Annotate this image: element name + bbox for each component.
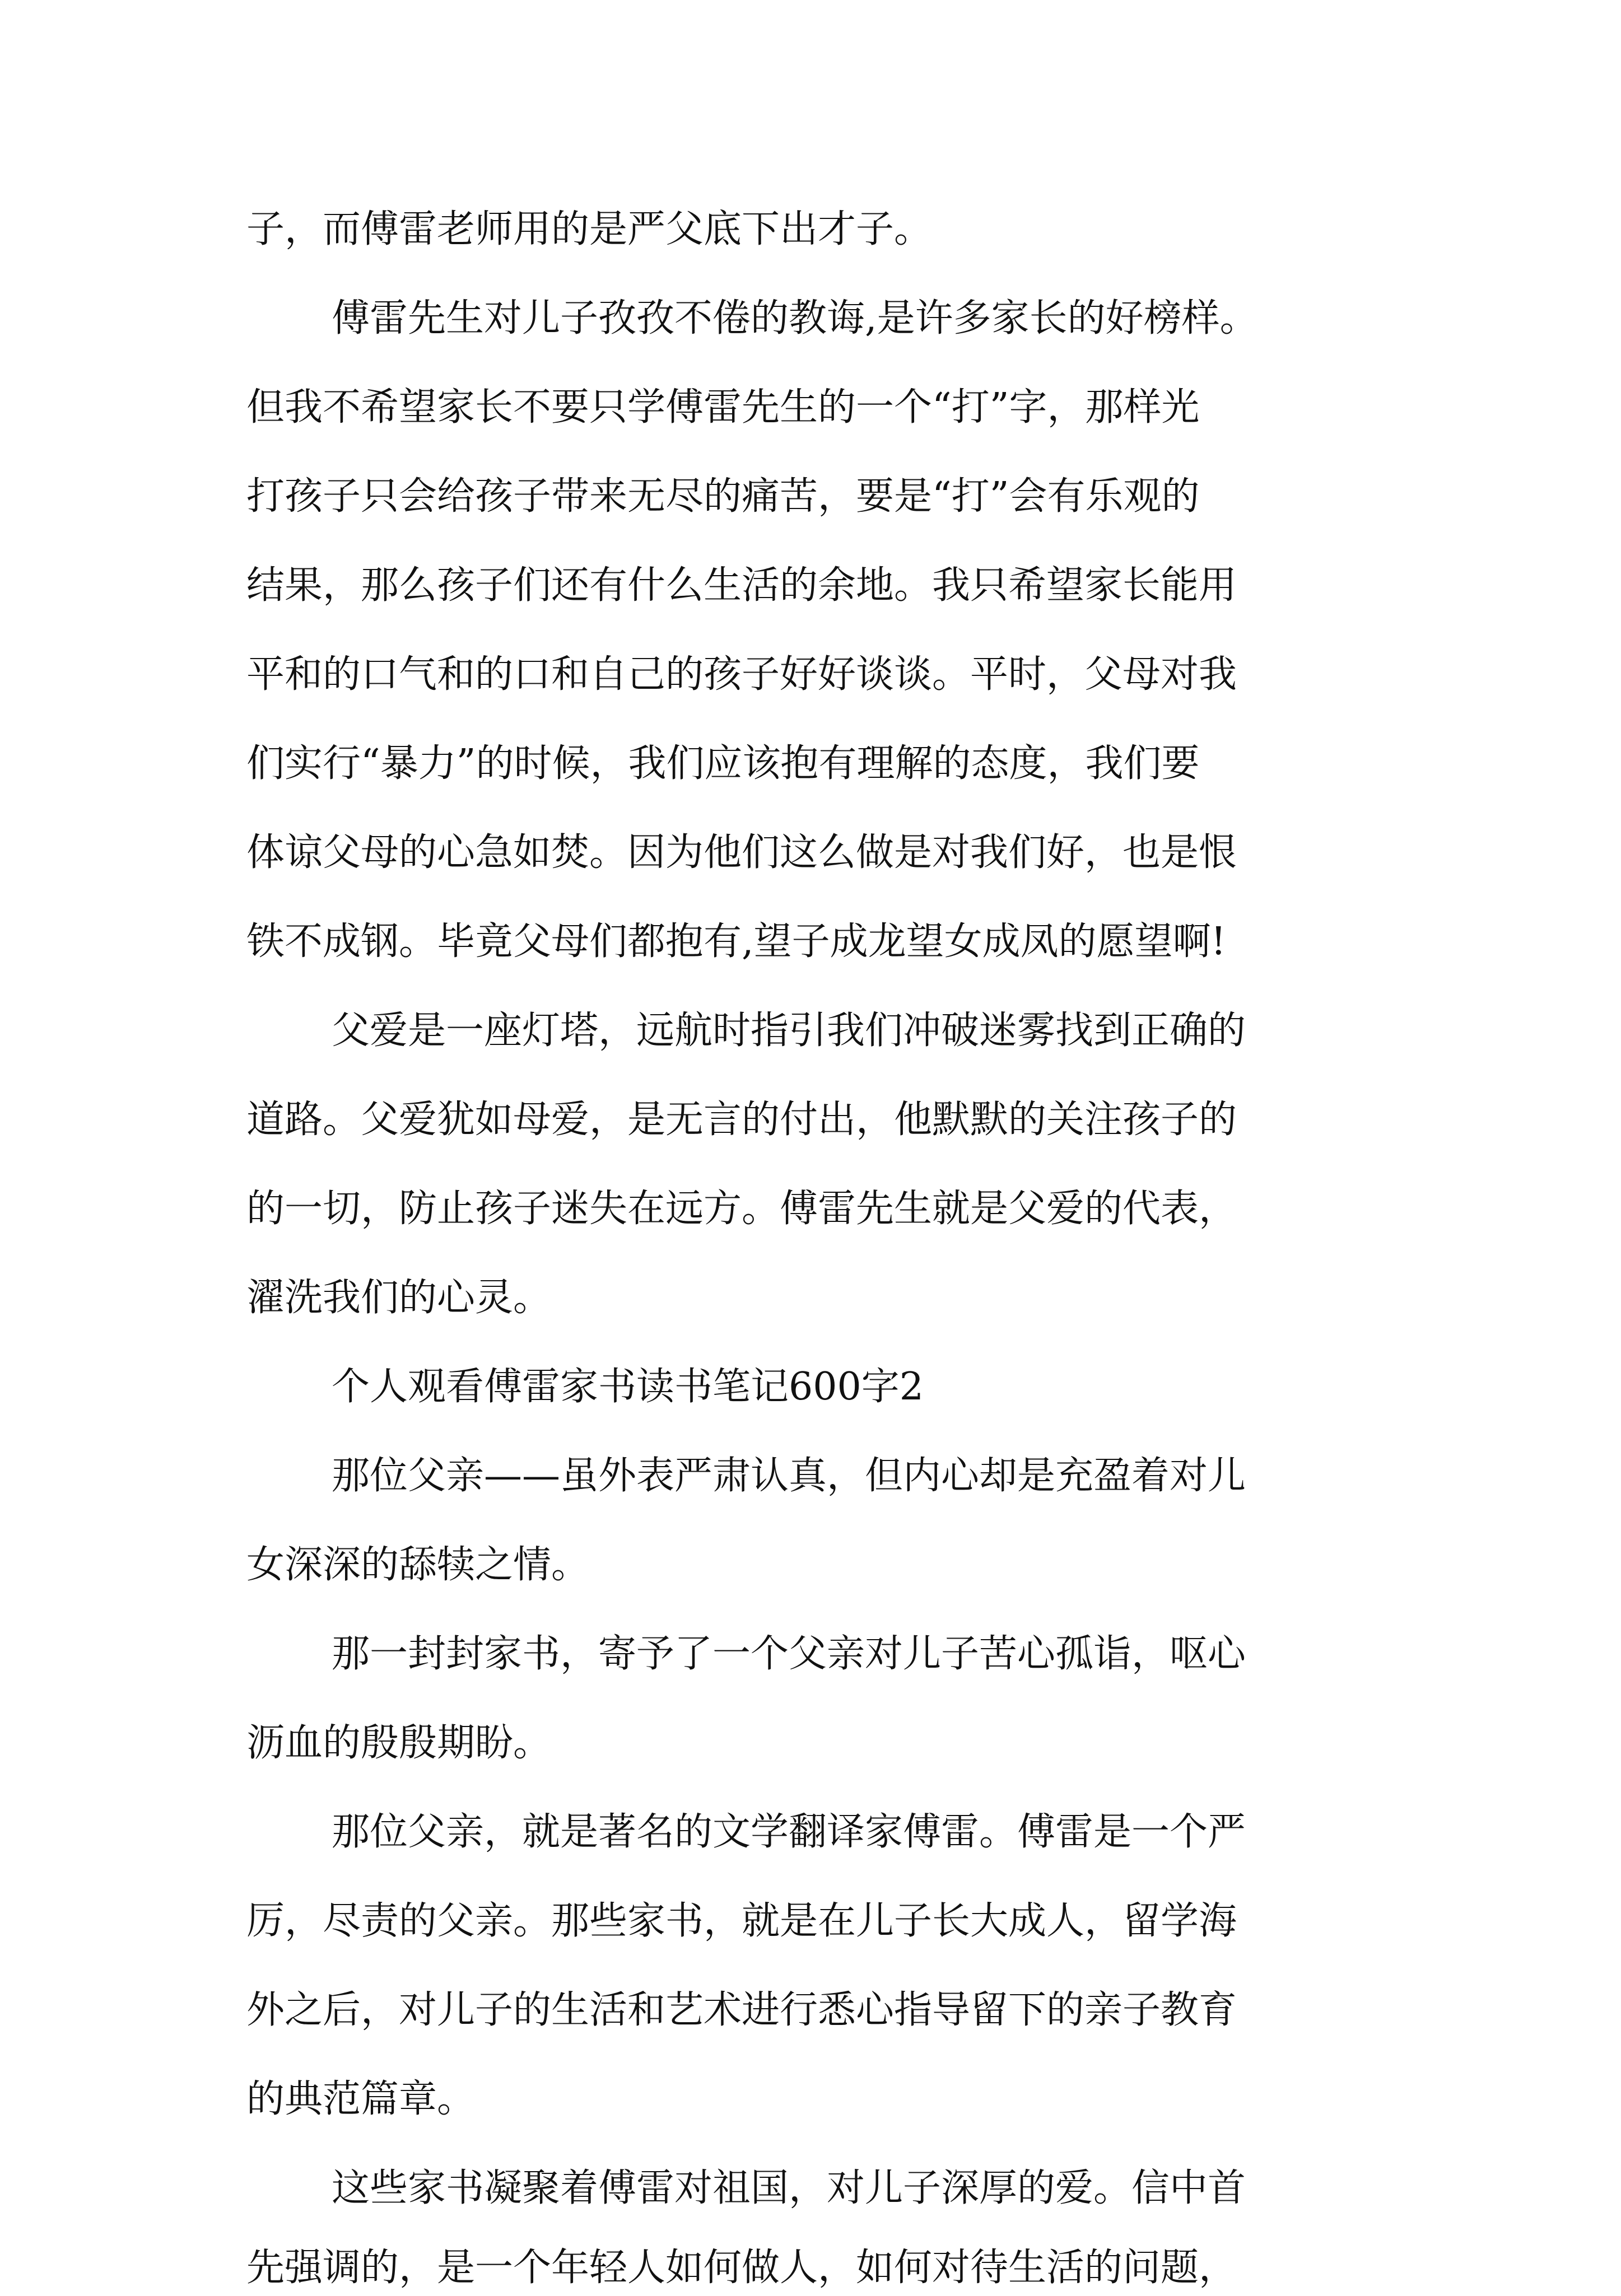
text-line-18: 沥血的殷殷期盼。 <box>246 1721 552 1765</box>
text-line-19: 那位父亲，就是著名的文学翻译家傅雷。傅雷是一个严 <box>332 1810 1246 1854</box>
text-line-22: 的典范篇章。 <box>246 2077 476 2121</box>
text-line-11: 道路。父爱犹如母爱，是无言的付出，他默默的关注孩子的 <box>246 1098 1237 1142</box>
text-line-21: 外之后，对儿子的生活和艺术进行悉心指导留下的亲子教育 <box>246 1988 1237 2032</box>
text-line-15: 那位父亲——虽外表严肃认真，但内心却是充盈着对儿 <box>332 1454 1246 1498</box>
text-line-9: 铁不成钢。毕竟父母们都抱有,望子成龙望女成凤的愿望啊! <box>246 920 1226 964</box>
text-line-8: 体谅父母的心急如焚。因为他们这么做是对我们好，也是恨 <box>246 830 1237 875</box>
text-line-16: 女深深的舔犊之情。 <box>246 1543 590 1587</box>
text-line-6: 平和的口气和的口和自己的孩子好好谈谈。平时，父母对我 <box>246 652 1237 697</box>
section-heading: 个人观看傅雷家书读书笔记600字2 <box>332 1365 924 1409</box>
text-line-5: 结果，那么孩子们还有什么生活的余地。我只希望家长能用 <box>246 563 1237 608</box>
text-line-1: 子，而傅雷老师用的是严父底下出才子。 <box>246 207 933 251</box>
text-line-10: 父爱是一座灯塔，远航时指引我们冲破迷雾找到正确的 <box>332 1009 1246 1053</box>
text-line-23: 这些家书凝聚着傅雷对祖国，对儿子深厚的爱。信中首 <box>332 2166 1246 2210</box>
text-line-20: 厉，尽责的父亲。那些家书，就是在儿子长大成人，留学海 <box>246 1899 1237 1943</box>
text-line-2: 傅雷先生对儿子孜孜不倦的教诲,是许多家长的好榜样。 <box>332 296 1258 340</box>
text-line-4: 打孩子只会给孩子带来无尽的痛苦，要是“打”会有乐观的 <box>246 474 1200 519</box>
text-line-13: 濯洗我们的心灵。 <box>246 1276 552 1320</box>
text-line-3: 但我不希望家长不要只学傅雷先生的一个“打”字，那样光 <box>246 385 1200 430</box>
text-line-24: 先强调的，是一个年轻人如何做人，如何对待生活的问题， <box>246 2246 1237 2290</box>
text-line-17: 那一封封家书，寄予了一个父亲对儿子苦心孤诣，呕心 <box>332 1632 1246 1676</box>
text-line-12: 的一切，防止孩子迷失在远方。傅雷先生就是父爱的代表， <box>246 1187 1237 1231</box>
text-line-7: 们实行“暴力”的时候，我们应该抱有理解的态度，我们要 <box>246 741 1200 786</box>
